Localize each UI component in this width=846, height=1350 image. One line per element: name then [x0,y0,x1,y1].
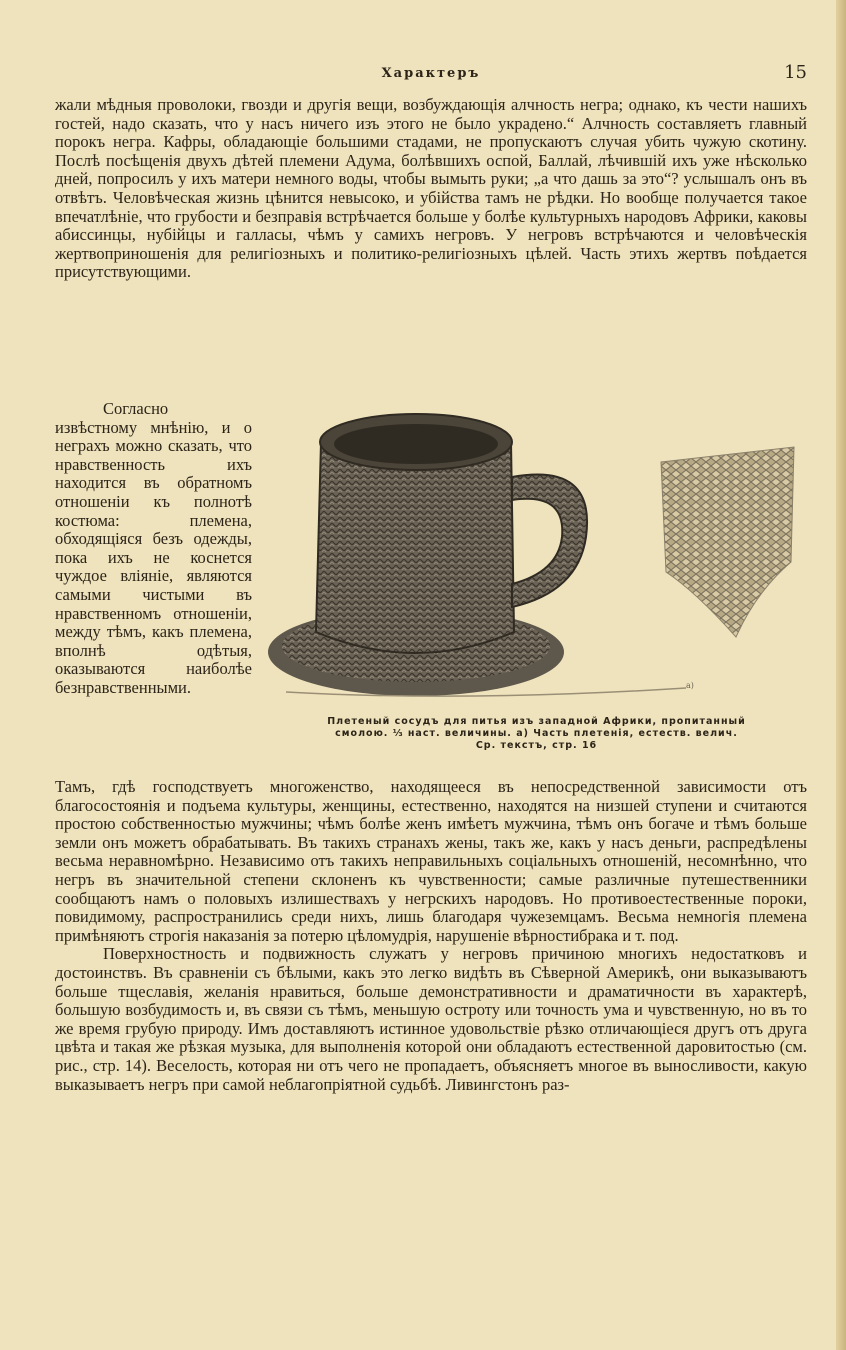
page-header [55,62,807,88]
cup-handle [512,475,587,608]
figure-caption [266,716,807,752]
caption-line-2: смолою. ⅓ наст. величины. a) Часть плетенія, естеств. велич. [335,728,738,739]
page-number: 15 [784,62,807,83]
cup-body [316,442,514,653]
caption-line-3: Ср. текстъ, стр. 16 [475,740,598,751]
paragraph-bottom [55,778,807,1094]
paragraph-side [55,400,252,698]
figure-woven-vessel [266,402,807,772]
woven-cup-illustration [266,402,807,712]
paragraph-top-text: жали мѣдныя проволоки, гвозди и другія вещи, возбуждающія алчность негра; однако, къ чести нашихъ гостей, надо сказать, что у насъ ничего изъ этого не было украдено.“ Алчность составляетъ главный порокъ негра. Кафры, обладающіе большими стадами, не пропускаютъ случая убить чужую скотину. Послѣ посѣщенія двухъ дѣтей племени Адума, болѣвшихъ оспой, Баллай, лѣчившій ихъ уже нѣсколько дней, попросилъ у ихъ матери немного воды, чтобы вымыть руки; „а что дашь за это“? услышалъ онъ въ отвѣтъ. Человѣческая жизнь цѣнится невысоко, и убійства тамъ не рѣдки. Но вообще получается такое впечатлѣніе, что грубости и безправія встрѣчается больше у болѣе культурныхъ народовъ Африки, каковы абиссинцы, нубійцы и галласы, чѣмъ у самихъ негровъ. У негровъ встрѣчаются и человѣческія жертвоприношенія для религіозныхъ и политико-религіозныхъ цѣлей. Часть этихъ жертвъ поѣдается присутствующими. [55,95,807,282]
figure-label-a: a) [686,681,694,690]
running-title: Характеръ [381,66,481,81]
paragraph-top [55,96,807,282]
cup-opening [334,424,498,464]
paragraph-bottom-text-1: Тамъ, гдѣ господствуетъ многоженство, находящееся въ непосредственной зависимости отъ благосостоянія и подъема культуры, женщины, естественно, находятся на низшей ступени и считаются простою собственностью мужчины; чѣмъ болѣе женъ имѣетъ мужчина, тѣмъ онъ богаче и тѣмъ больше земли онъ можетъ обрабатывать. Въ такихъ странахъ жены, такъ же, какъ у насъ деньги, распредѣлены весьма неравномѣрно. Независимо отъ такихъ неправильныхъ соціальныхъ отношеній, несомнѣнно, что негръ въ значительной степени склоненъ къ чувственности; самые различные путешественники сообщаютъ намъ о половыхъ излишествахъ у негрскихъ народовъ. Но противоестественные пороки, повидимому, распространились среди нихъ, лишь благодаря чужеземцамъ. Весьма немногія племена примѣняютъ строгія наказанія за потерю цѣломудрія, нарушеніе вѣрностибрака и т. под. [55,777,807,945]
page-edge [836,0,846,1350]
paragraph-side-text: Согласно извѣстному мнѣнію, и о неграхъ можно сказать, что нравственность ихъ находится въ обратномъ отношеніи къ полнотѣ костюма: племена, обходящіяся безъ одежды, пока ихъ не коснется чуждое вліяніе, являются самыми чистыми въ нравственномъ отношеніи, между тѣмъ, какъ племена, вполнѣ одѣтыя, оказываются наиболѣе безнравственными. [55,399,252,697]
weave-detail [661,447,794,637]
caption-line-1: Плетеный сосудъ для питья изъ западной Африки, пропитанный [327,716,746,727]
paragraph-bottom-text-2: Поверхностность и подвижность служатъ у негровъ причиною многихъ недостатковъ и достоинствъ. Въ сравненіи съ бѣлыми, какъ это легко видѣть въ Сѣверной Америкѣ, они выказываютъ больше тщеславія, желанія нравиться, больше демонстративности и драматичности въ характерѣ, большую возбудимость и, въ связи съ тѣмъ, меньшую остроту или точность ума и чувственную, но въ то же время грубую природу. Имъ доставляютъ истинное удовольствіе рѣзко отличающіеся другъ отъ друга цвѣта и такая же рѣзкая музыка, для выполненія которой они обладаютъ естественной даровитостью (см. рис., стр. 14). Веселость, которая ни отъ чего не пропадаетъ, объясняетъ многое въ выносливости, какую выказываетъ негръ при самой неблагопріятной судьбѣ. Ливингстонъ раз- [55,944,807,1094]
